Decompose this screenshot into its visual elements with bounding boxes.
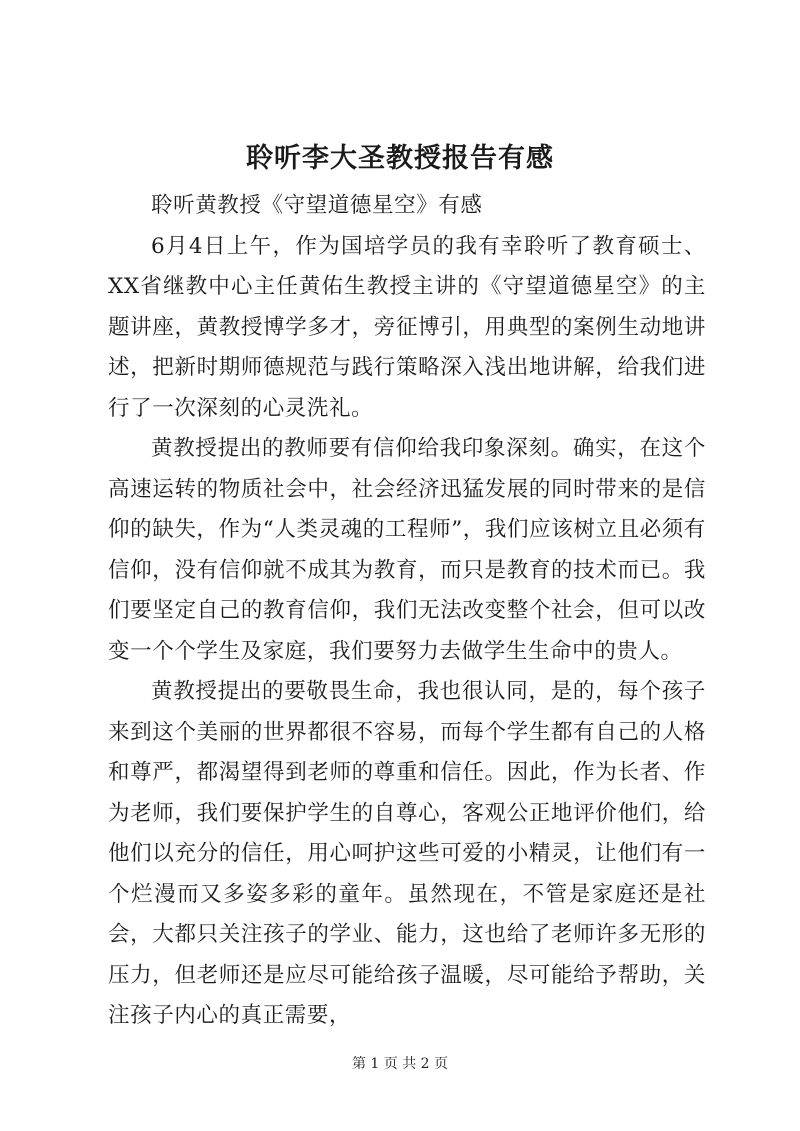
body-paragraph: 黄教授提出的教师要有信仰给我印象深刻。确实，在这个高速运转的物质社会中，社会经济迅猛发展的同时带来的是信仰的缺失，作为“人类灵魂的工程师”，我们应该树立且必须有信仰，没有信仰就不成其为教育，而只是教育的技术而已。我们要坚定自己的教育信仰，我们无法改变整个社会，但可以改变一个个学生及家庭，我们要努力去做学生生命中的贵人。 [108, 436, 706, 664]
subtitle-line: 聆听黄教授《守望道德星空》有感 [151, 193, 483, 218]
document-body [108, 186, 706, 1037]
page-title: 聆听李大圣教授报告有感 [246, 143, 554, 174]
page-number-footer: 第 1 页 共 2 页 [351, 1056, 449, 1072]
body-paragraph: 6月4日上午，作为国培学员的我有幸聆听了教育硕士、XX省继教中心主任黄佑生教授主讲的《守望道德星空》的主题讲座，黄教授博学多才，旁征博引，用典型的案例生动地讲述，把新时期师德规范与践行策略深入浅出地讲解，给我们进行了一次深刻的心灵洗礼。 [108, 233, 706, 421]
body-paragraph: 黄教授提出的要敬畏生命，我也很认同，是的，每个孩子来到这个美丽的世界都很不容易，而每个学生都有自己的人格和尊严，都渴望得到老师的尊重和信任。因此，作为长者、作为老师，我们要保护学生的自尊心，客观公正地评价他们，给他们以充分的信任，用心呵护这些可爱的小精灵，让他们有一个烂漫而又多姿多彩的童年。虽然现在，不管是家庭还是社会，大都只关注孩子的学业、能力，这也给了老师许多无形的压力，但老师还是应尽可能给孩子温暖，尽可能给予帮助，关注孩子内心的真正需要， [108, 679, 706, 1028]
